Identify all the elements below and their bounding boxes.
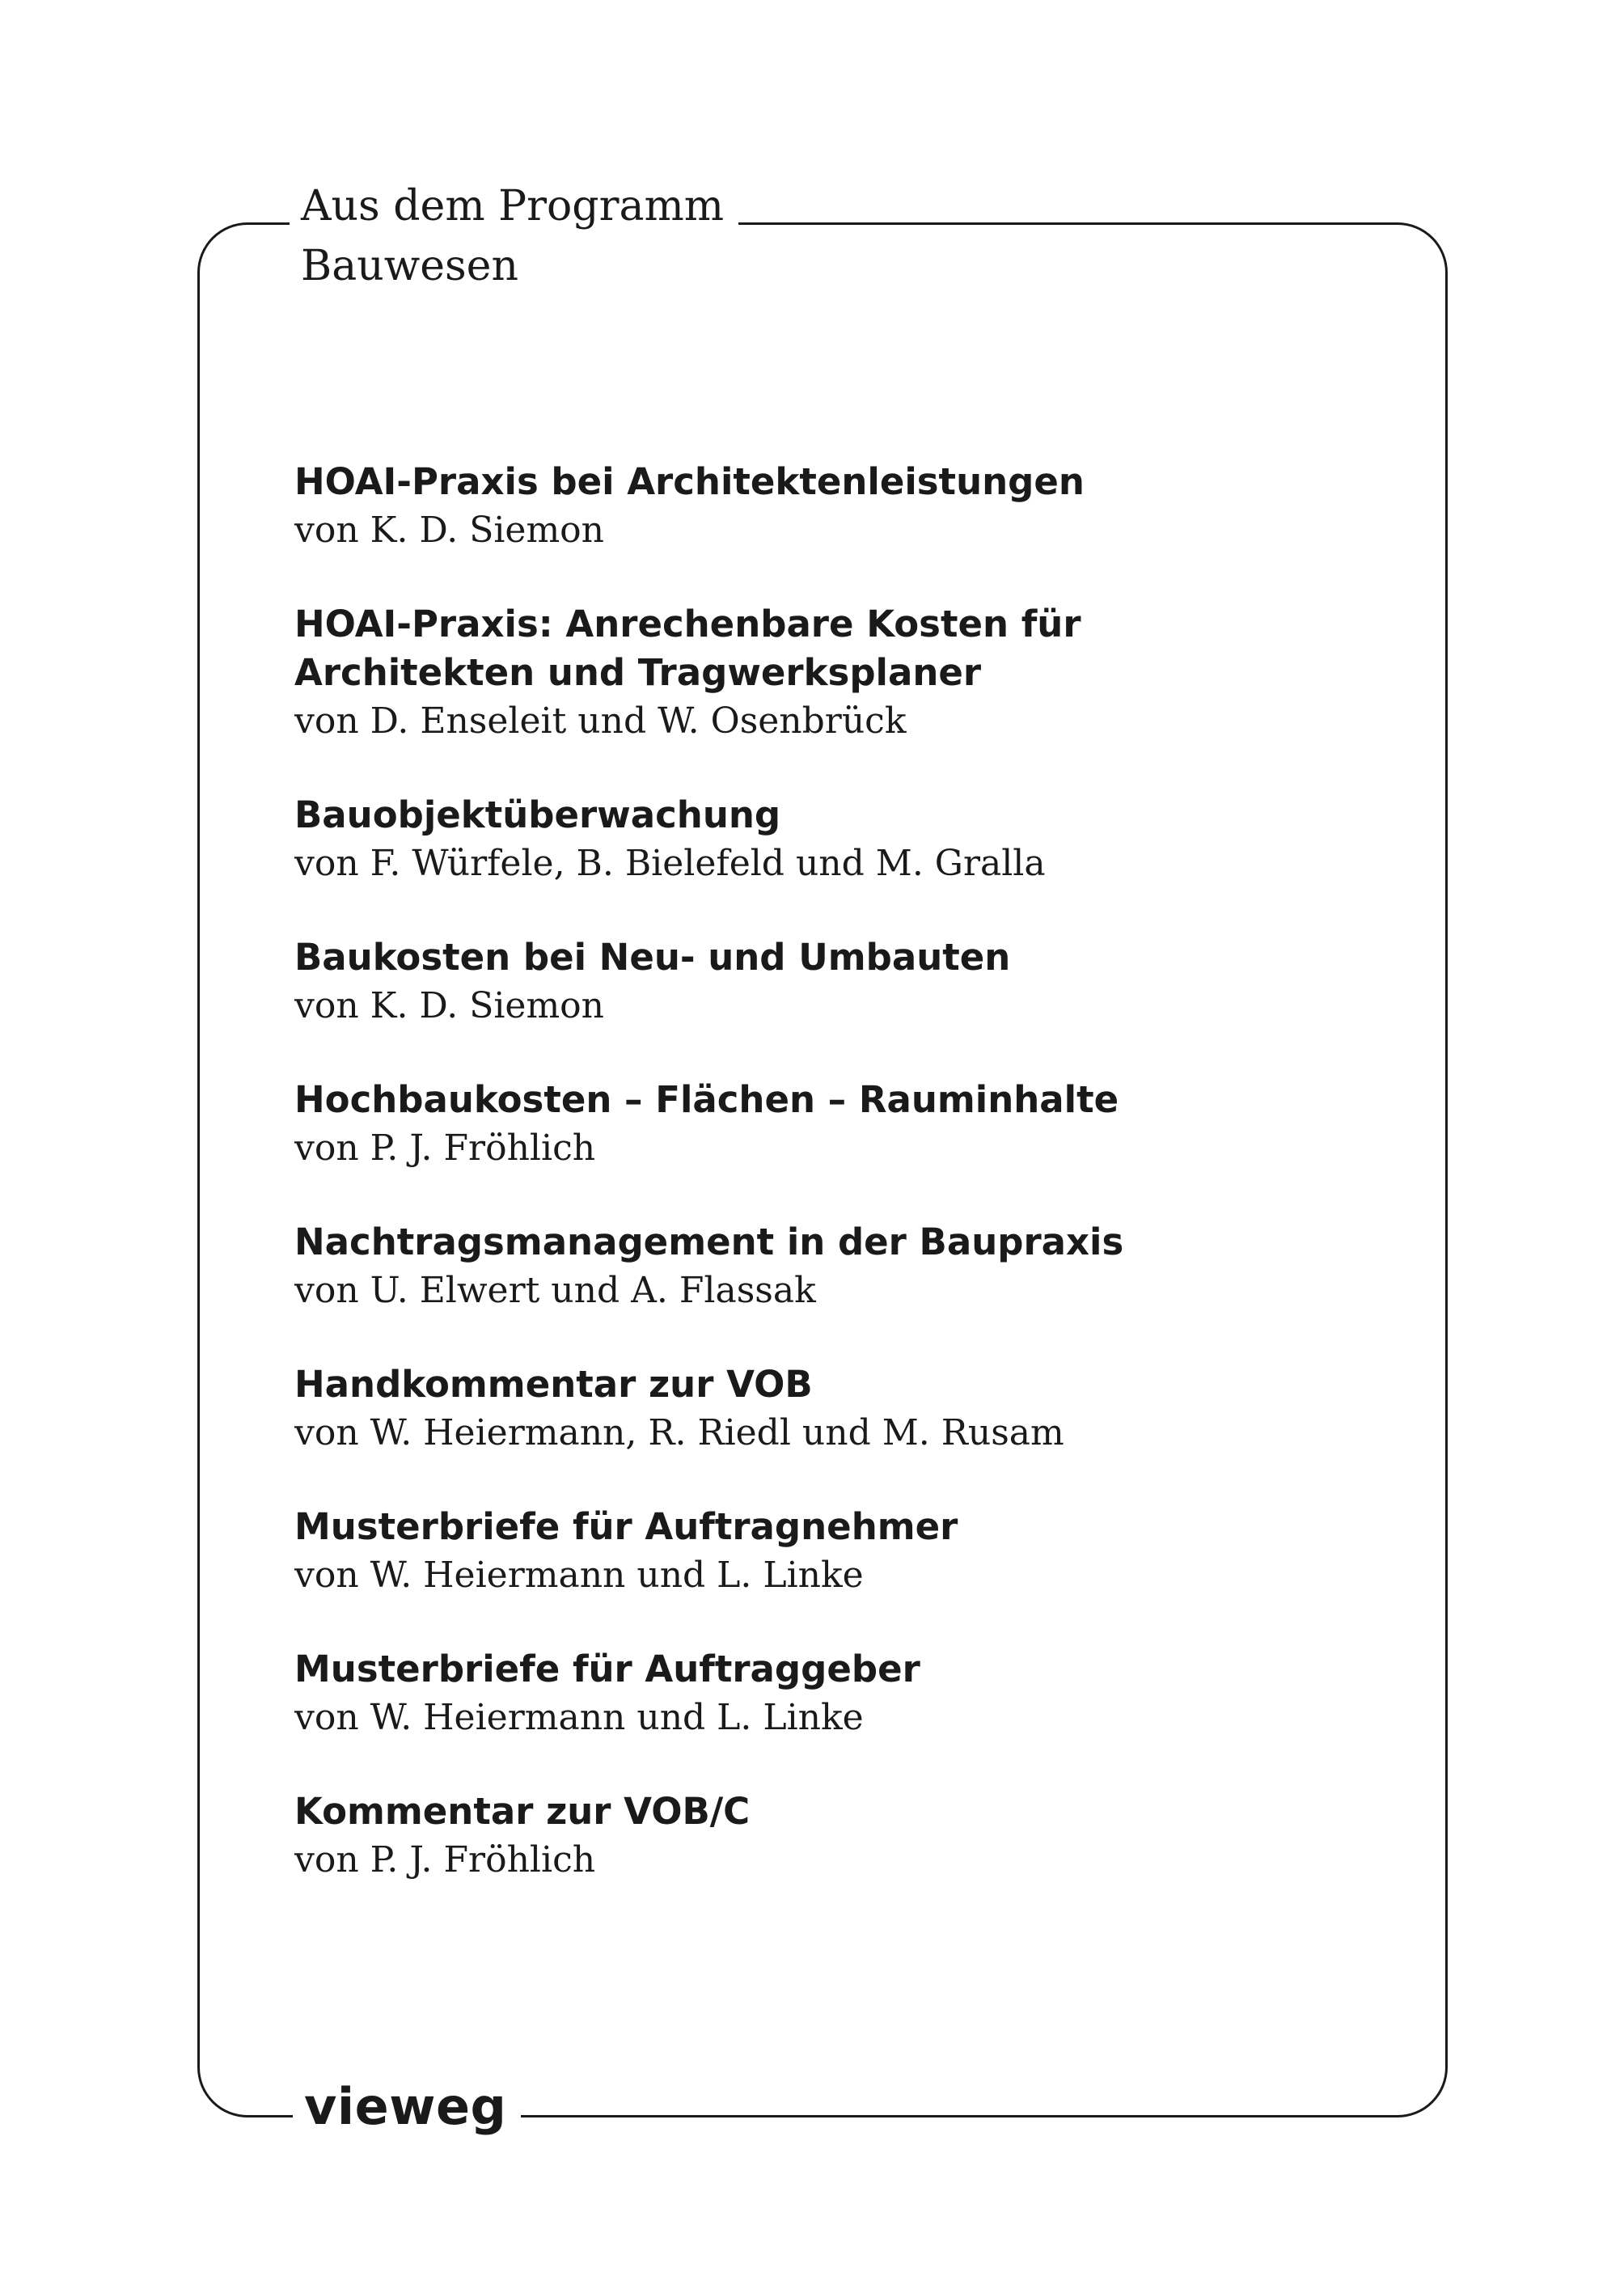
book-author: von K. D. Siemon [294, 985, 605, 1026]
book-author: von W. Heiermann und L. Linke [294, 1555, 864, 1596]
book-author: von P. J. Fröhlich [294, 1127, 596, 1169]
book-entry [294, 1787, 1410, 1885]
book-title: Hochbaukosten – Flächen – Rauminhalte [294, 1078, 1119, 1121]
book-author: von W. Heiermann, R. Riedl und M. Rusam [294, 1412, 1064, 1453]
book-title: Baukosten bei Neu- und Umbauten [294, 936, 1011, 979]
book-title: Kommentar zur VOB/C [294, 1790, 751, 1833]
book-entry [294, 458, 1410, 555]
book-title: Musterbriefe für Auftragnehmer [294, 1505, 958, 1548]
book-entry [294, 1218, 1410, 1315]
book-entry [294, 933, 1410, 1030]
book-list [294, 458, 1410, 1930]
series-header-line-2: Bauwesen [301, 242, 518, 290]
series-header-line-1: Aus dem Programm [301, 182, 725, 231]
book-author: von W. Heiermann und L. Linke [294, 1697, 864, 1738]
book-entry [294, 600, 1410, 746]
book-title: Musterbriefe für Auftraggeber [294, 1648, 920, 1690]
book-author: von K. D. Siemon [294, 510, 605, 551]
book-author: von D. Enseleit und W. Osenbrück [294, 700, 907, 742]
book-title: Handkommentar zur VOB [294, 1363, 813, 1406]
publisher-logo: vieweg [293, 2071, 521, 2143]
series-header [290, 176, 738, 296]
book-author: von P. J. Fröhlich [294, 1839, 596, 1881]
book-entry [294, 1645, 1410, 1742]
book-title: Bauobjektüberwachung [294, 793, 781, 836]
book-author: von U. Elwert und A. Flassak [294, 1270, 816, 1311]
book-entry [294, 1503, 1410, 1600]
book-title: HOAI-Praxis: Anrechenbare Kosten für Architekten und Tragwerksplaner [294, 603, 1081, 694]
book-title: HOAI-Praxis bei Architektenleistungen [294, 460, 1085, 503]
book-entry [294, 791, 1410, 888]
book-entry [294, 1076, 1410, 1173]
book-title: Nachtragsmanagement in der Baupraxis [294, 1221, 1124, 1263]
book-author: von F. Würfele, B. Bielefeld und M. Gralla [294, 843, 1046, 884]
book-entry [294, 1360, 1410, 1457]
